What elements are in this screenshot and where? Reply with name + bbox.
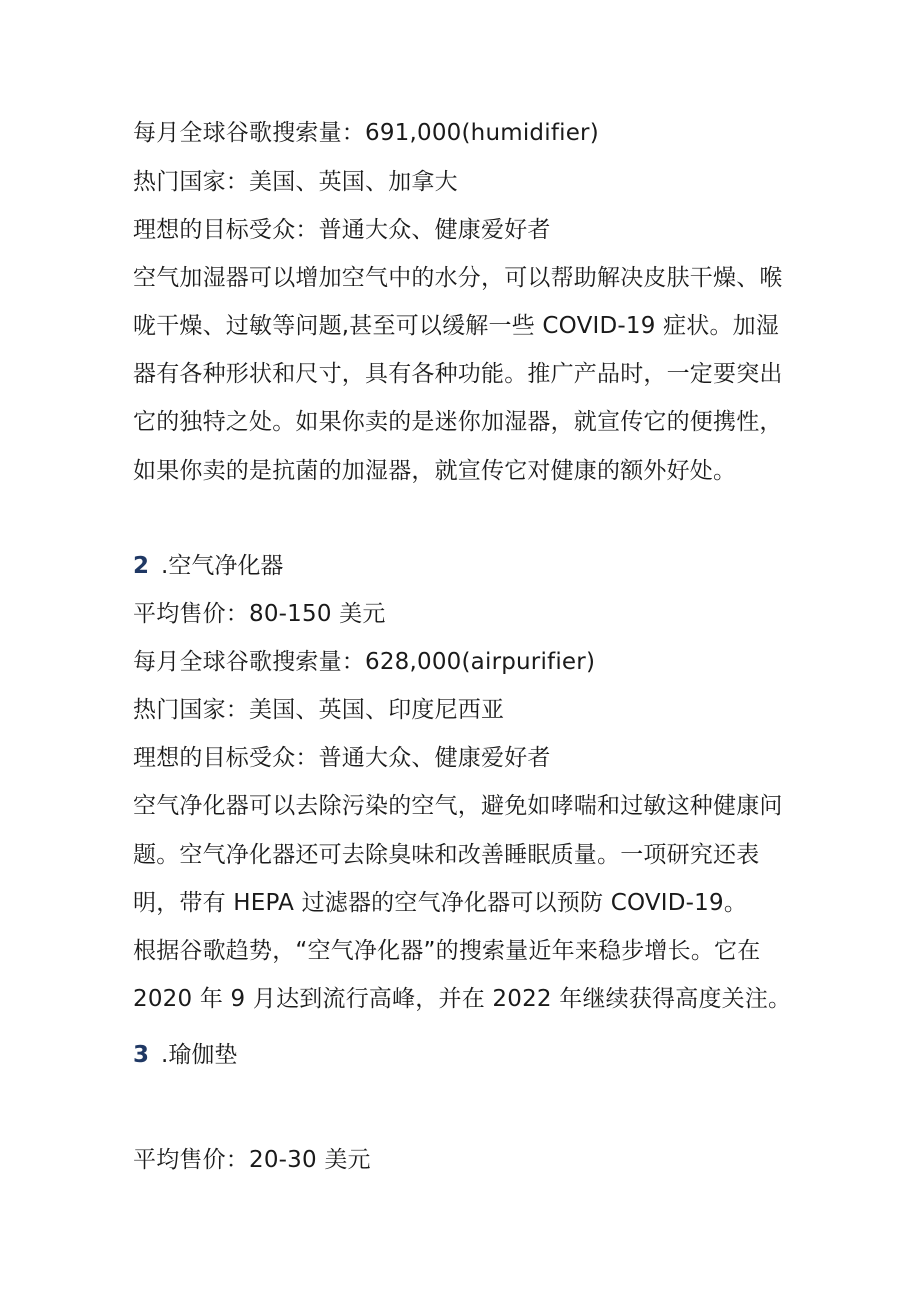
air-purifier-description-line: 题。空气净化器还可去除臭味和改善睡眠质量。一项研究还表 (133, 842, 760, 868)
section-title: .空气净化器 (161, 553, 284, 579)
air-purifier-description-line: 2020 年 9 月达到流行高峰，并在 2022 年继续获得高度关注。 (133, 986, 792, 1012)
air-purifier-description-line: 明，带有 HEPA 过滤器的空气净化器可以预防 COVID-19。 (133, 890, 748, 916)
air-purifier-description-line: 空气净化器可以去除污染的空气，避免如哮喘和过敏这种健康问 (133, 793, 783, 819)
humidifier-description-line: 咙干燥、过敏等问题,甚至可以缓解一些 COVID-19 症状。加湿 (133, 313, 780, 339)
humidifier-top-countries: 热门国家：美国、英国、加拿大 (133, 169, 458, 195)
air-purifier-top-countries: 热门国家：美国、英国、印度尼西亚 (133, 697, 505, 723)
humidifier-description-line: 如果你卖的是抗菌的加湿器，就宣传它对健康的额外好处。 (133, 458, 737, 484)
section-heading-yoga-mat (133, 1040, 237, 1070)
humidifier-description-line: 空气加湿器可以增加空气中的水分，可以帮助解决皮肤干燥、喉 (133, 265, 783, 291)
yoga-mat-price: 平均售价：20-30 美元 (133, 1147, 371, 1173)
air-purifier-search-volume: 每月全球谷歌搜索量：628,000(airpurifier) (133, 649, 596, 675)
humidifier-description-line: 它的独特之处。如果你卖的是迷你加湿器，就宣传它的便携性， (133, 409, 783, 435)
humidifier-description-line: 器有各种形状和尺寸，具有各种功能。推广产品时，一定要突出 (133, 361, 783, 387)
humidifier-target-audience: 理想的目标受众：普通大众、健康爱好者 (133, 217, 551, 243)
humidifier-search-volume: 每月全球谷歌搜索量：691,000(humidifier) (133, 120, 599, 146)
air-purifier-description-line: 根据谷歌趋势，“空气净化器”的搜索量近年来稳步增长。它在 (133, 938, 761, 964)
section-number: 3 (133, 1042, 150, 1068)
air-purifier-target-audience: 理想的目标受众：普通大众、健康爱好者 (133, 745, 551, 771)
section-title: .瑜伽垫 (161, 1042, 238, 1068)
section-heading-air-purifier (133, 551, 283, 581)
section-number: 2 (133, 553, 150, 579)
air-purifier-price: 平均售价：80-150 美元 (133, 601, 386, 627)
